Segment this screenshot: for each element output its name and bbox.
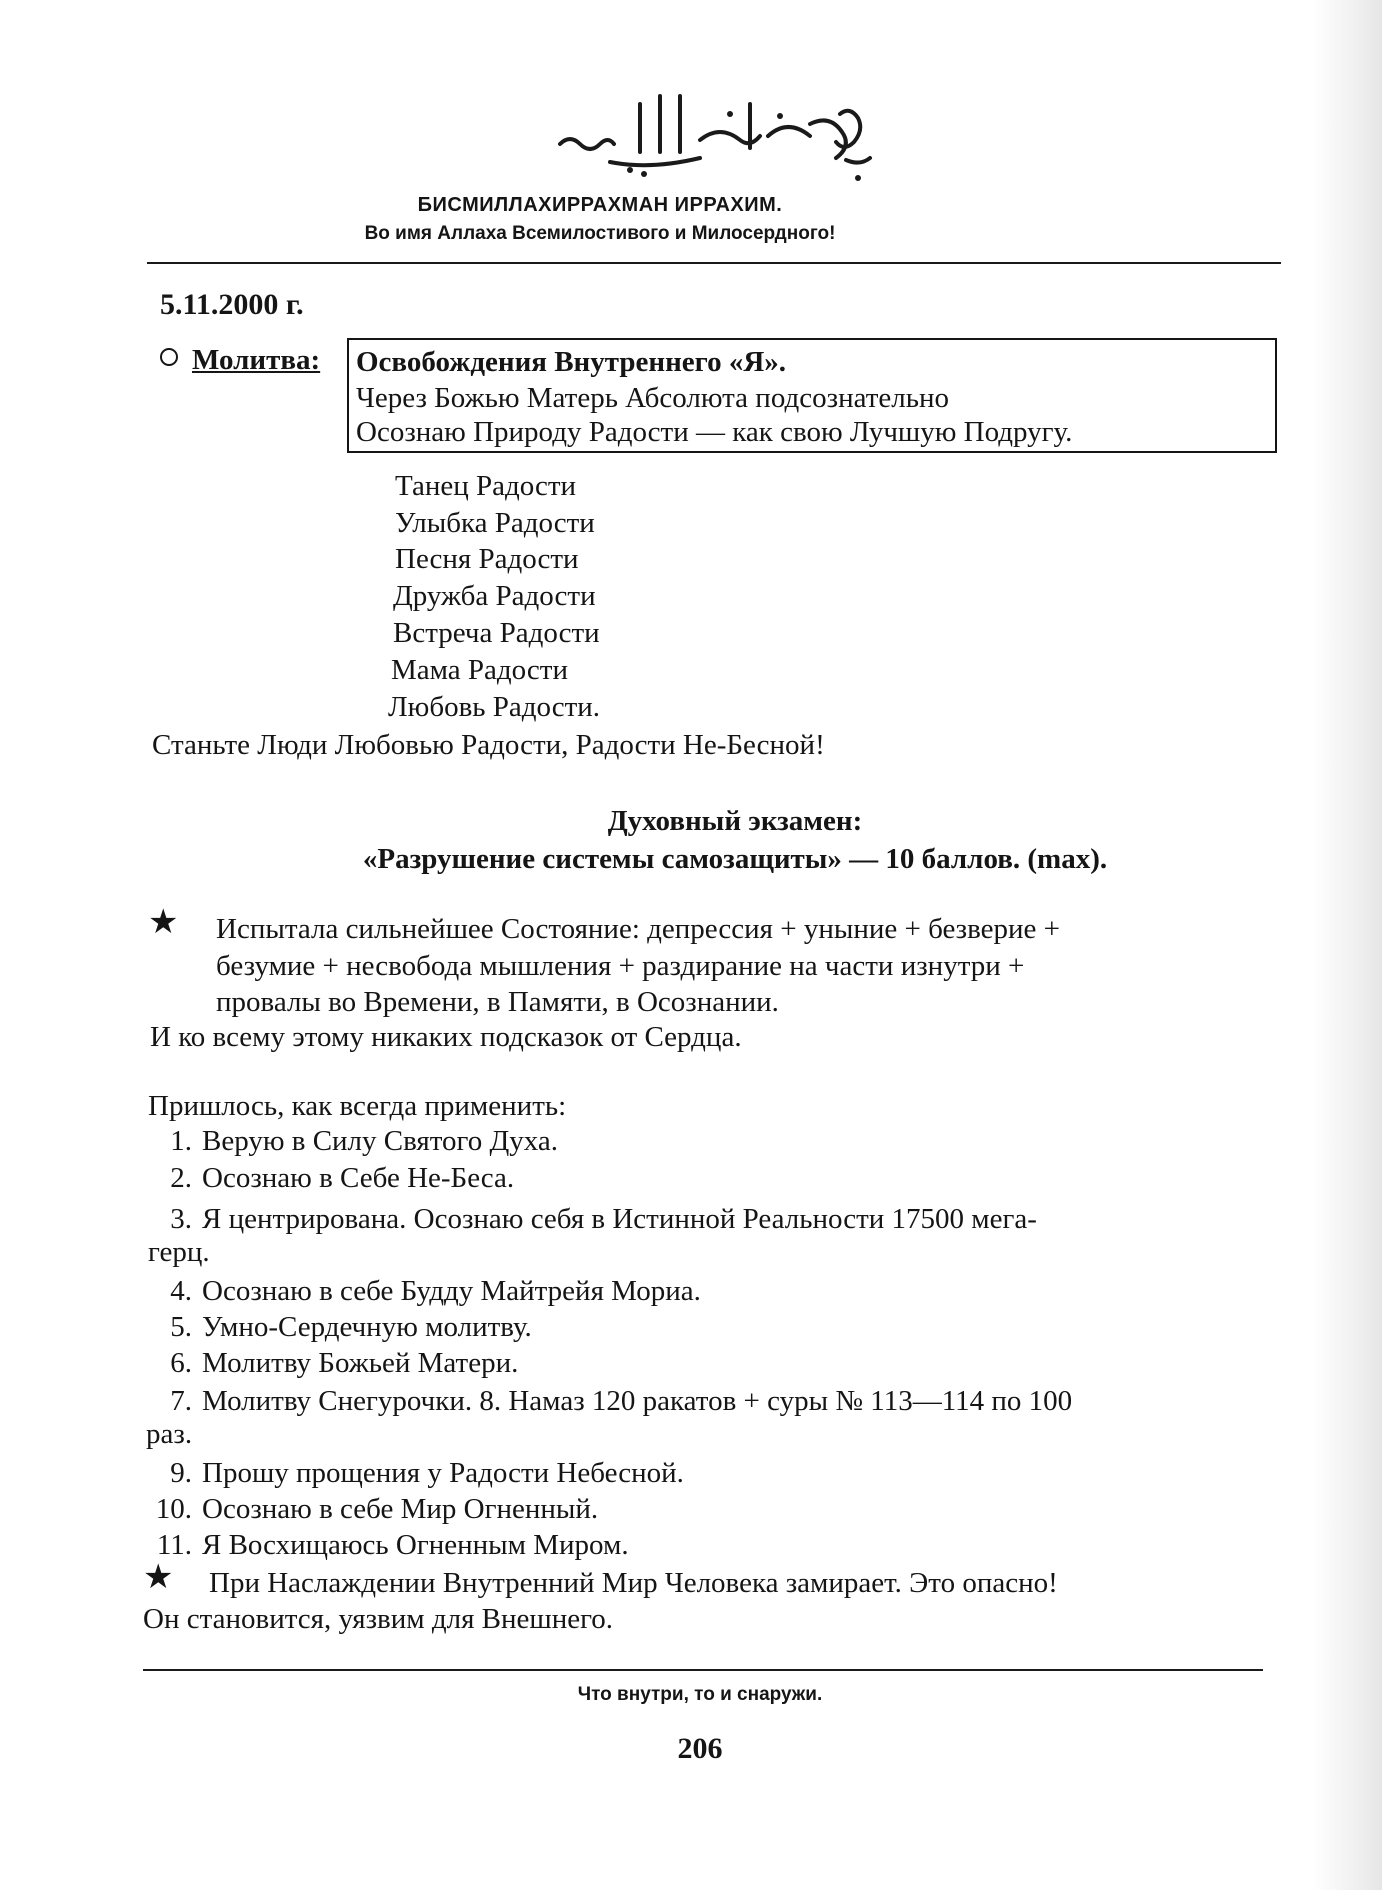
joy-line: Песня Радости (395, 543, 579, 575)
list-item (150, 1125, 558, 1158)
joy-line: Танец Радости (395, 470, 577, 502)
list-item-number: 4. (170, 1275, 192, 1307)
circle-bullet-icon (160, 348, 178, 366)
top-divider (147, 262, 1281, 264)
list-item-number: 1. (170, 1125, 192, 1157)
header-subtitle: Во имя Аллаха Всемилостивого и Милосердного! (364, 223, 836, 244)
list-item-text: Осознаю в себе Мир Огненный. (202, 1493, 599, 1525)
joy-line: Дружба Радости (393, 580, 596, 612)
prayer-box-line: Освобождения Внутреннего «Я». (356, 346, 787, 378)
list-item (150, 1311, 532, 1344)
joy-line: Улыбка Радости (395, 507, 595, 539)
list-item-text: Осознаю в себе Будду Майтрейя Мориа. (202, 1275, 701, 1307)
list-item (150, 1275, 701, 1308)
list-item-number: 5. (170, 1311, 192, 1343)
list-item-number: 11. (156, 1529, 192, 1561)
list-item (150, 1457, 684, 1490)
prayer-box (347, 338, 1277, 453)
heart-line: И ко всему этому никаких подсказок от Сердца. (150, 1021, 742, 1053)
list-item-text: Я Восхищаюсь Огненным Миром. (202, 1529, 629, 1561)
list-item-number: 2. (170, 1162, 192, 1194)
exam-subtitle: «Разрушение системы самозащиты» — 10 баллов. (max). (362, 843, 1108, 875)
header-title: БИСМИЛЛАХИРРАХМАН ИРРАХИМ. (417, 194, 783, 216)
prayer-box-line: Осознаю Природу Радости — как свою Лучшую Подругу. (356, 416, 1073, 448)
appeal-line: Станьте Люди Любовью Радости, Радости Не-Бесной! (152, 729, 825, 761)
list-item-number: 9. (170, 1457, 192, 1489)
list-item (150, 1162, 514, 1195)
star-icon: ★ (148, 902, 179, 942)
list-item-text: Я центрирована. Осознаю себя в Истинной Реальности 17500 мега- (202, 1203, 1037, 1235)
list-item-text: Молитву Снегурочки. 8. Намаз 120 ракатов + суры № 113—114 по 100 (202, 1385, 1073, 1417)
list-item (150, 1529, 629, 1562)
list-item-text: Верую в Силу Святого Духа. (202, 1125, 559, 1157)
page-number: 206 (677, 1732, 723, 1765)
entry-date: 5.11.2000 г. (160, 288, 304, 321)
prayer-box-line: Через Божью Матерь Абсолюта подсознательно (356, 382, 949, 414)
list-item-text: Молитву Божьей Матери. (202, 1347, 519, 1379)
list-item (150, 1385, 1072, 1418)
exam-title: Духовный экзамен: (607, 805, 863, 837)
list-item-text: Прошу прощения у Радости Небесной. (202, 1457, 684, 1489)
star-paragraph-line: Испытала сильнейшее Состояние: депрессия + уныние + безверие + (216, 913, 1061, 945)
list-item-number: 6. (170, 1347, 192, 1379)
list-item-number: 3. (170, 1203, 192, 1235)
star-paragraph-line: При Наслаждении Внутренний Мир Человека замирает. Это опасно! (209, 1567, 1058, 1599)
star-icon: ★ (143, 1557, 174, 1597)
list-item-continuation: герц. (148, 1236, 210, 1268)
star-paragraph-line: провалы во Времени, в Памяти, в Осознании. (216, 986, 779, 1018)
list-item-number: 7. (170, 1385, 192, 1417)
joy-line: Мама Радости (391, 654, 568, 686)
basmala-calligraphy (540, 74, 900, 184)
prayer-label-text: Молитва: (192, 344, 321, 376)
list-item-continuation: раз. (146, 1418, 193, 1450)
list-item (150, 1347, 518, 1380)
prayer-label (160, 344, 320, 377)
joy-line: Любовь Радости. (388, 691, 601, 723)
footer-motto: Что внутри, то и снаружи. (577, 1684, 823, 1705)
star-paragraph-line: Он становится, уязвим для Внешнего. (143, 1603, 614, 1635)
bottom-divider (143, 1669, 1263, 1671)
list-item-number: 10. (155, 1493, 192, 1525)
list-item (150, 1203, 1037, 1236)
list-item-text: Умно-Сердечную молитву. (202, 1311, 532, 1343)
list-item-text: Осознаю в Себе Не-Беса. (202, 1162, 515, 1194)
page-gutter-shadow (1312, 0, 1382, 1890)
star-paragraph-line: безумие + несвобода мышления + раздирание на части изнутри + (216, 950, 1025, 982)
list-item (150, 1493, 598, 1526)
joy-line: Встреча Радости (393, 617, 600, 649)
applied-intro: Пришлось, как всегда применить: (148, 1090, 567, 1122)
